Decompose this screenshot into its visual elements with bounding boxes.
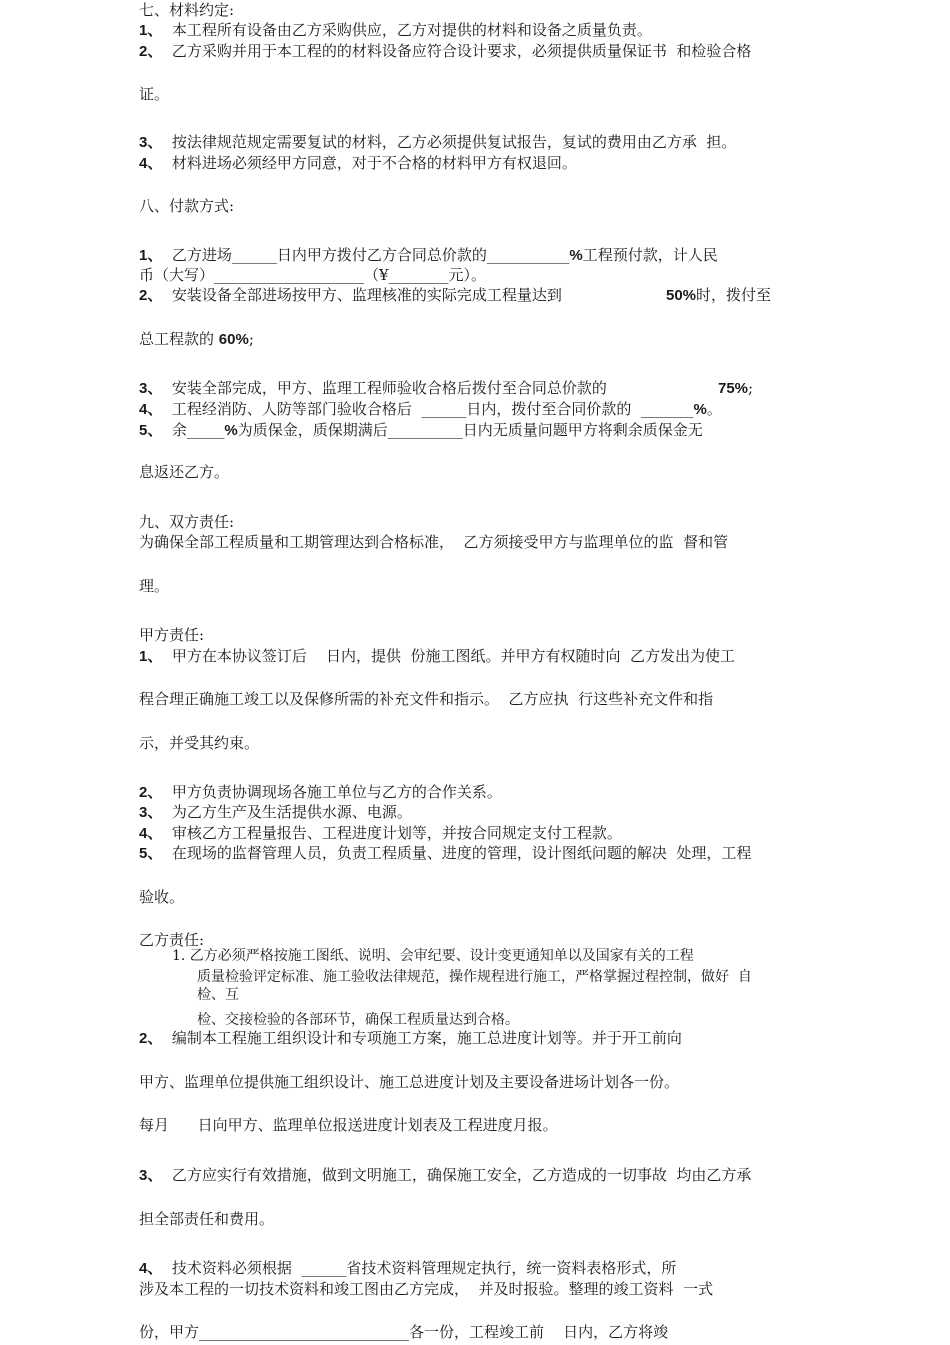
party-b-clause-1-cont2: 检、互 [197,987,239,1003]
clause-8-5-cont: 息返还乙方。 [139,463,230,481]
clause-number: 1、 [139,648,163,665]
party-a-clause-1 [139,646,735,667]
clause-text-end: ; [748,379,754,397]
party-a-title: 甲方责任: [139,626,205,644]
clause-text: 乙方进场______日内甲方拨付乙方合同总价款的___________ [162,246,570,264]
clause-text: 本工程所有设备由乙方采购供应，乙方对提供的材料和设备之质量负责。 [162,21,652,39]
clause-text-end: 时，拨付至 [696,286,772,304]
clause-text: 余_____ [162,421,225,439]
clause-text: 按法律规范规定需要复试的材料，乙方必须提供复试报告，复试的费用由乙方承 担。 [162,133,737,151]
clause-number: 3、 [139,804,163,821]
percent-sign: % [693,401,707,418]
clause-8-2-percent [666,285,771,306]
clause-text: 总工程款的 [139,330,219,348]
section-7-title: 七、材料约定: [139,1,235,19]
clause-text-end: 。 [706,400,722,418]
clause-number: 4、 [139,825,163,842]
clause-number: 2、 [139,287,163,304]
clause-8-1-cont: 币（大写）____________________（¥________元）。 [139,266,487,284]
party-b-clause-2-cont: 甲方、监理单位提供施工组织设计、施工总进度计划及主要设备进场计划各一份。 [139,1073,680,1091]
party-b-clause-2-cont2: 每月 日向甲方、监理单位报送进度计划表及工程进度月报。 [139,1116,558,1134]
percent-value: 60% [218,331,249,348]
clause-7-2 [139,41,751,62]
clause-number: 3、 [139,380,163,397]
percent-sign: % [224,422,238,439]
clause-8-3-percent [718,378,753,399]
percent-sign: % [569,247,583,264]
clause-7-3 [139,132,736,153]
clause-text-end: 为质保金，质保期满后__________日内无质量问题甲方将剩余质保金无 [237,421,703,439]
party-a-clause-3 [139,802,412,823]
party-b-clause-2 [139,1028,682,1049]
clause-text-end: ; [248,330,254,348]
clause-number: 5、 [139,422,163,439]
section-9-title: 九、双方责任: [139,513,235,531]
party-b-clause-3-cont: 担全部责任和费用。 [139,1210,275,1228]
clause-text: 为乙方生产及生活提供水源、电源。 [162,803,412,821]
clause-text: 技术资料必须根据 ______省技术资料管理规定执行，统一资料表格形式，所 [162,1259,677,1277]
clause-number: 2、 [139,1030,163,1047]
party-b-clause-1: 1. 乙方必须严格按施工图纸、说明、会审纪要、设计变更通知单以及国家有关的工程 [172,948,694,964]
clause-number: 3、 [139,134,163,151]
party-b-clause-4-cont2: 份，甲方____________________________各一份，工程竣工前 日内，乙方将竣 [139,1323,669,1341]
percent-value: 75% [718,380,749,397]
party-b-clause-1-cont3: 检、交接检验的各部环节，确保工程质量达到合格。 [197,1012,519,1028]
clause-text: 甲方负责协调现场各施工单位与乙方的合作关系。 [162,783,502,801]
party-b-clause-4-cont: 涉及本工程的一切技术资料和竣工图由乙方完成， 并及时报验。整理的竣工资料 一式 [139,1280,714,1298]
party-b-clause-1-cont: 质量检验评定标准、施工验收法律规范，操作规程进行施工，严格掌握过程控制，做好 自 [197,969,752,985]
party-a-clause-4 [139,823,622,844]
percent-value: 50% [666,287,697,304]
clause-text: 乙方应实行有效措施，做到文明施工，确保施工安全，乙方造成的一切事故 均由乙方承 [162,1166,752,1184]
section-9-intro: 为确保全部工程质量和工期管理达到合格标准， 乙方须接受甲方与监理单位的监 督和管 [139,533,729,551]
clause-text: 乙方采购并用于本工程的的材料设备应符合设计要求，必须提供质量保证书 和检验合格 [162,42,752,60]
clause-text: 编制本工程施工组织设计和专项施工方案，施工总进度计划等。并于开工前向 [162,1029,682,1047]
clause-text: 甲方在本协议签订后 日内，提供 份施工图纸。并甲方有权随时向 乙方发出为使工 [162,647,736,665]
clause-7-1 [139,20,652,41]
clause-number: 3、 [139,1167,163,1184]
party-a-clause-5 [139,843,751,864]
clause-number: 2、 [139,43,163,60]
clause-number: 1、 [139,22,163,39]
clause-text: 工程经消防、人防等部门验收合格后 ______日内，拨付至合同价款的 _______ [162,400,694,418]
clause-8-2 [139,285,562,306]
clause-text: 审核乙方工程量报告、工程进度计划等，并按合同规定支付工程款。 [162,824,622,842]
clause-7-2-cont: 证。 [139,85,170,103]
party-a-clause-2 [139,782,502,803]
party-a-clause-1-cont: 程合理正确施工竣工以及保修所需的补充文件和指示。 乙方应执 行这些补充文件和指 [139,690,714,708]
clause-number: 5、 [139,845,163,862]
clause-number: 4、 [139,401,163,418]
clause-text: 安装设备全部进场按甲方、监理核准的实际完成工程量达到 [162,286,562,304]
clause-8-3 [139,378,607,399]
clause-number: 1、 [139,247,163,264]
clause-number: 2、 [139,784,163,801]
section-8-title: 八、付款方式: [139,197,235,215]
clause-7-4 [139,153,577,174]
clause-number: 4、 [139,155,163,172]
clause-number: 4、 [139,1260,163,1277]
clause-text: 安装全部完成，甲方、监理工程师验收合格后拨付至合同总价款的 [162,379,607,397]
party-b-clause-4 [139,1258,676,1279]
clause-text: 在现场的监督管理人员，负责工程质量、进度的管理，设计图纸问题的解决 处理，工程 [162,844,752,862]
party-b-title: 乙方责任: [139,931,205,949]
clause-8-5 [139,420,703,441]
section-9-intro-cont: 理。 [139,577,170,595]
clause-text-end: 工程预付款，计人民 [582,246,718,264]
clause-8-4 [139,399,722,420]
clause-text: 材料进场必须经甲方同意，对于不合格的材料甲方有权退回。 [162,154,577,172]
clause-8-1 [139,245,718,266]
party-b-clause-3 [139,1165,751,1186]
party-a-clause-5-cont: 验收。 [139,888,185,906]
party-a-clause-1-cont2: 示，并受其约束。 [139,734,260,752]
clause-8-2-cont [139,329,254,350]
